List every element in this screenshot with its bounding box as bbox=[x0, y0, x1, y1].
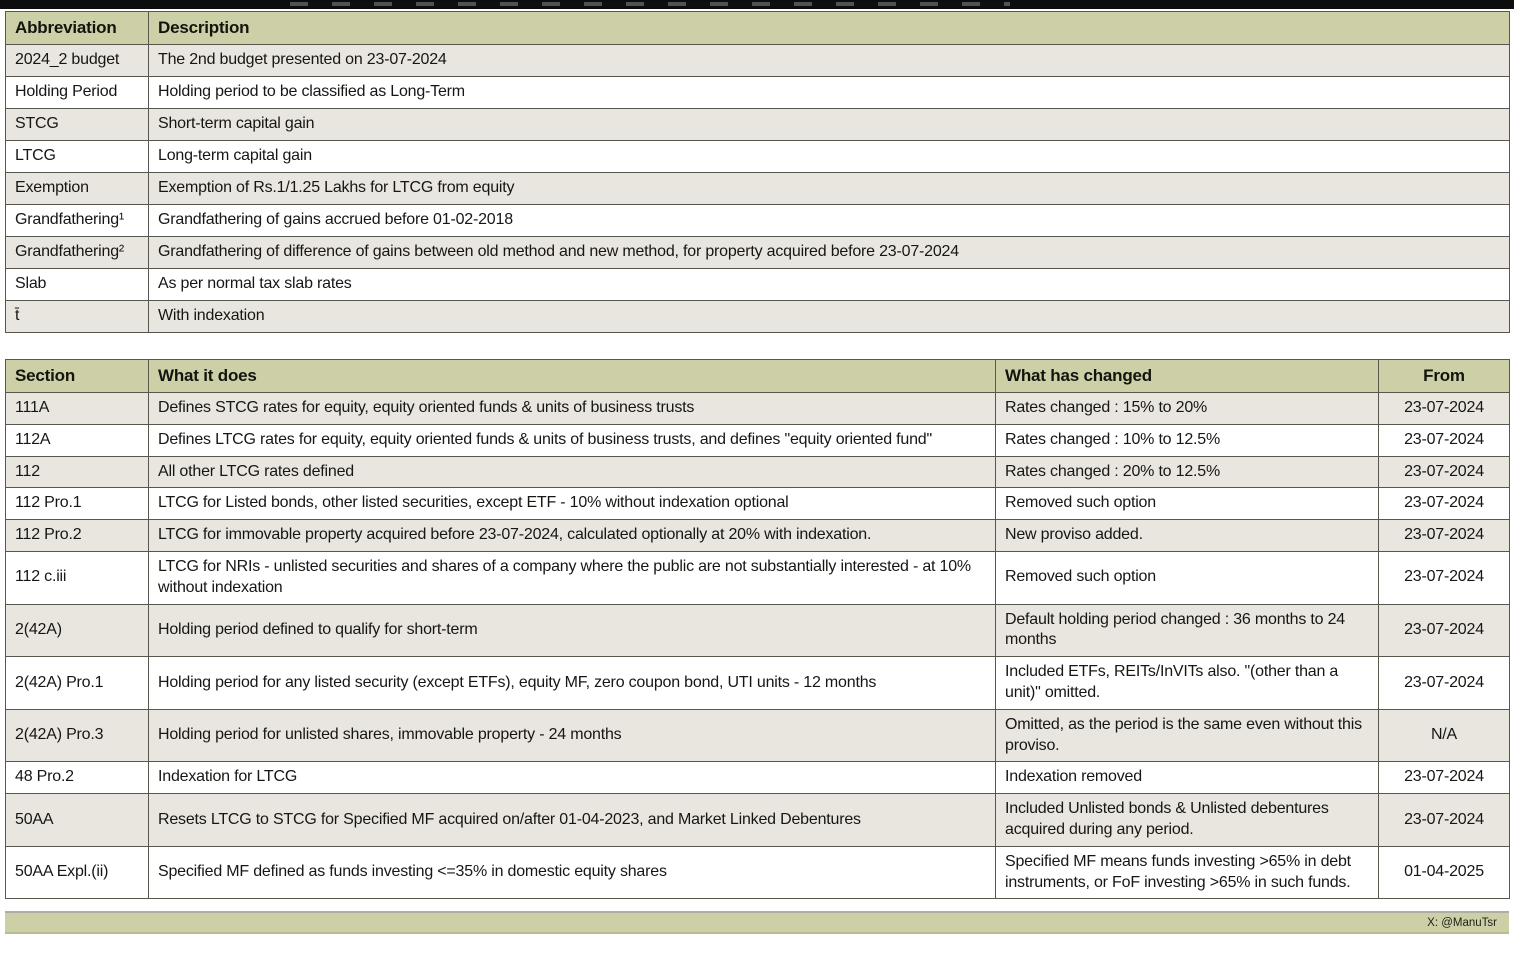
table-row bbox=[6, 604, 1510, 657]
what-it-does-cell: Resets LTCG to STCG for Specified MF acquired on/after 01-04-2023, and Market Linked Debentures bbox=[149, 794, 996, 847]
section-cell: 112A bbox=[6, 424, 149, 456]
section-cell: 2(42A) Pro.1 bbox=[6, 657, 149, 710]
section-cell: 112 c.iii bbox=[6, 551, 149, 604]
from-cell: 23-07-2024 bbox=[1379, 520, 1510, 552]
what-changed-cell: Default holding period changed : 36 months to 24 months bbox=[996, 604, 1379, 657]
from-cell: 23-07-2024 bbox=[1379, 762, 1510, 794]
description-cell: Grandfathering of gains accrued before 01-02-2018 bbox=[149, 205, 1510, 237]
table-row bbox=[6, 141, 1510, 173]
what-changed-cell: New proviso added. bbox=[996, 520, 1379, 552]
what-it-does-cell: Defines LTCG rates for equity, equity oriented funds & units of business trusts, and defines "equity oriented fund" bbox=[149, 424, 996, 456]
what-it-does-cell: Indexation for LTCG bbox=[149, 762, 996, 794]
section-cell: 112 Pro.2 bbox=[6, 520, 149, 552]
what-it-does-cell: Defines STCG rates for equity, equity oriented funds & units of business trusts bbox=[149, 393, 996, 425]
table-row bbox=[6, 709, 1510, 762]
abbreviation-cell: 2024_2 budget bbox=[6, 45, 149, 77]
what-changed-cell: Rates changed : 20% to 12.5% bbox=[996, 456, 1379, 488]
table-row bbox=[6, 456, 1510, 488]
what-it-does-cell: LTCG for immovable property acquired before 23-07-2024, calculated optionally at 20% with indexation. bbox=[149, 520, 996, 552]
what-it-does-cell: LTCG for NRIs - unlisted securities and shares of a company where the public are not substantially interested - at 10% without indexation bbox=[149, 551, 996, 604]
abbreviation-cell: t̄ bbox=[6, 301, 149, 333]
table-row bbox=[6, 173, 1510, 205]
section-cell: 2(42A) Pro.3 bbox=[6, 709, 149, 762]
description-cell: Holding period to be classified as Long-Term bbox=[149, 77, 1510, 109]
column-header-abbreviation: Abbreviation bbox=[6, 12, 149, 45]
from-cell: 01-04-2025 bbox=[1379, 846, 1510, 899]
abbreviation-cell: Slab bbox=[6, 269, 149, 301]
table-row bbox=[6, 762, 1510, 794]
from-cell: N/A bbox=[1379, 709, 1510, 762]
section-cell: 112 bbox=[6, 456, 149, 488]
description-cell: Exemption of Rs.1/1.25 Lakhs for LTCG from equity bbox=[149, 173, 1510, 205]
what-changed-cell: Rates changed : 10% to 12.5% bbox=[996, 424, 1379, 456]
column-header-section: Section bbox=[6, 360, 149, 393]
sections-table bbox=[5, 359, 1510, 899]
description-cell: As per normal tax slab rates bbox=[149, 269, 1510, 301]
section-cell: 48 Pro.2 bbox=[6, 762, 149, 794]
table-row bbox=[6, 205, 1510, 237]
section-cell: 111A bbox=[6, 393, 149, 425]
abbreviation-cell: Exemption bbox=[6, 173, 149, 205]
from-cell: 23-07-2024 bbox=[1379, 424, 1510, 456]
description-cell: Short-term capital gain bbox=[149, 109, 1510, 141]
abbreviation-cell: LTCG bbox=[6, 141, 149, 173]
table-row bbox=[6, 301, 1510, 333]
what-changed-cell: Removed such option bbox=[996, 551, 1379, 604]
what-changed-cell: Rates changed : 15% to 20% bbox=[996, 393, 1379, 425]
what-it-does-cell: Specified MF defined as funds investing <=35% in domestic equity shares bbox=[149, 846, 996, 899]
what-it-does-cell: All other LTCG rates defined bbox=[149, 456, 996, 488]
what-it-does-cell: Holding period defined to qualify for short-term bbox=[149, 604, 996, 657]
what-it-does-cell: Holding period for any listed security (except ETFs), equity MF, zero coupon bond, UTI units - 12 months bbox=[149, 657, 996, 710]
what-changed-cell: Removed such option bbox=[996, 488, 1379, 520]
table-header-row bbox=[6, 12, 1510, 45]
description-cell: The 2nd budget presented on 23-07-2024 bbox=[149, 45, 1510, 77]
cropped-text-remnant bbox=[290, 2, 1010, 6]
from-cell: 23-07-2024 bbox=[1379, 393, 1510, 425]
table-row bbox=[6, 269, 1510, 301]
abbreviation-cell: Grandfathering¹ bbox=[6, 205, 149, 237]
column-header-what-it-does: What it does bbox=[149, 360, 996, 393]
table-row bbox=[6, 846, 1510, 899]
table-row bbox=[6, 657, 1510, 710]
section-cell: 2(42A) bbox=[6, 604, 149, 657]
column-header-what-has-changed: What has changed bbox=[996, 360, 1379, 393]
abbreviation-cell: Grandfathering² bbox=[6, 237, 149, 269]
section-cell: 50AA Expl.(ii) bbox=[6, 846, 149, 899]
from-cell: 23-07-2024 bbox=[1379, 794, 1510, 847]
what-changed-cell: Omitted, as the period is the same even without this proviso. bbox=[996, 709, 1379, 762]
description-cell: With indexation bbox=[149, 301, 1510, 333]
credit-bar bbox=[5, 911, 1509, 934]
table-row bbox=[6, 551, 1510, 604]
table-row bbox=[6, 109, 1510, 141]
description-cell: Grandfathering of difference of gains between old method and new method, for property acquired before 23-07-2024 bbox=[149, 237, 1510, 269]
credit-handle: X: @ManuTsr bbox=[1427, 916, 1497, 929]
table-row bbox=[6, 393, 1510, 425]
from-cell: 23-07-2024 bbox=[1379, 488, 1510, 520]
what-changed-cell: Indexation removed bbox=[996, 762, 1379, 794]
table-row bbox=[6, 237, 1510, 269]
section-cell: 50AA bbox=[6, 794, 149, 847]
column-header-from: From bbox=[1379, 360, 1510, 393]
abbreviation-cell: STCG bbox=[6, 109, 149, 141]
what-changed-cell: Included Unlisted bonds & Unlisted debentures acquired during any period. bbox=[996, 794, 1379, 847]
table-row bbox=[6, 520, 1510, 552]
description-cell: Long-term capital gain bbox=[149, 141, 1510, 173]
cropped-title-strip bbox=[0, 0, 1514, 11]
what-changed-cell: Specified MF means funds investing >65% in debt instruments, or FoF investing >65% in such funds. bbox=[996, 846, 1379, 899]
table-header-row bbox=[6, 360, 1510, 393]
what-it-does-cell: LTCG for Listed bonds, other listed securities, except ETF - 10% without indexation optional bbox=[149, 488, 996, 520]
from-cell: 23-07-2024 bbox=[1379, 551, 1510, 604]
table-row bbox=[6, 488, 1510, 520]
section-cell: 112 Pro.1 bbox=[6, 488, 149, 520]
table-row bbox=[6, 77, 1510, 109]
from-cell: 23-07-2024 bbox=[1379, 657, 1510, 710]
abbreviations-table bbox=[5, 11, 1510, 333]
table-row bbox=[6, 424, 1510, 456]
what-changed-cell: Included ETFs, REITs/InVITs also. "(other than a unit)" omitted. bbox=[996, 657, 1379, 710]
table-row bbox=[6, 794, 1510, 847]
table-row bbox=[6, 45, 1510, 77]
from-cell: 23-07-2024 bbox=[1379, 456, 1510, 488]
from-cell: 23-07-2024 bbox=[1379, 604, 1510, 657]
column-header-description: Description bbox=[149, 12, 1510, 45]
what-it-does-cell: Holding period for unlisted shares, immovable property - 24 months bbox=[149, 709, 996, 762]
abbreviation-cell: Holding Period bbox=[6, 77, 149, 109]
